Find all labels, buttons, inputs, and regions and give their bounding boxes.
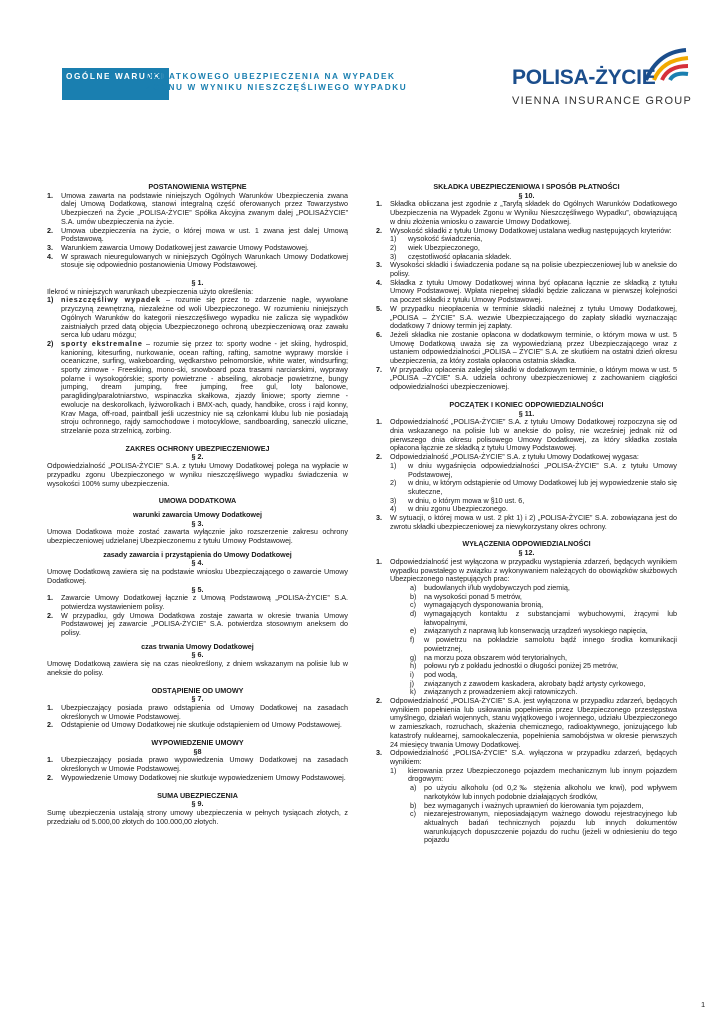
paragraph-number: § 9. — [191, 799, 204, 809]
page-number: 1 — [701, 1000, 706, 1009]
paragraph-number: § 1. — [191, 278, 204, 288]
sub-item: g) na morzu poza obszarem wód terytorialnych, — [410, 652, 568, 662]
paragraph-text: Ilekroć w niniejszych warunkach ubezpieczenia użyto określenia: — [47, 286, 254, 296]
header-title — [146, 71, 407, 93]
sub-item: 1) wysokość świadczenia, — [390, 234, 483, 244]
paragraph-number: § 5. — [191, 584, 204, 594]
list-item: 2. Odpowiedzialność „POLISA-ŻYCIE” S.A. z tytułu Umowy Dodatkowej wygasa: — [376, 452, 639, 462]
list-item: 7. W przypadku opłacenia zaległej składki w dodatkowym terminie, o którym mowa w ust. 5 „POLISA –ŻYCIE” S.A. udziela ochrony ubezpieczeniowej z zachowaniem ciągłości odpowiedzialności ubezpieczeniowej. — [376, 364, 677, 392]
list-item: 2. Odstąpienie od Umowy Dodatkowej nie skutkuje odstąpieniem od Umowy Podstawowej. — [47, 720, 342, 730]
sub-item: 1) kierowania przez Ubezpieczonego pojazdem mechanicznym lub innym pojazdem drogowym: — [390, 765, 677, 784]
list-item: 1. Ubezpieczający posiada prawo wypowiedzenia Umowy Dodatkowej na zasadach określonych w Umowie Podstawowej. — [47, 755, 348, 774]
list-item: 2. W przypadku, gdy Umowa Dodatkowa zostaje zawarta w okresie trwania Umowy Podstawowej jej zawarcie „POLISA-ŻYCIE” S.A. potwierdza stosownym aneksem do polisy. — [47, 610, 348, 638]
sub-item: 2) w dniu, w którym odstąpienie od Umowy Dodatkowej lub jej wypowiedzenie stało się skuteczne, — [390, 478, 677, 496]
section-title: POCZĄTEK I KONIEC ODPOWIEDZIALNOŚCI — [449, 399, 604, 409]
logo-subtitle: VIENNA INSURANCE GROUP — [512, 95, 693, 107]
section-title: SKŁADKA UBEZPIECZENIOWA I SPOSÓB PŁATNOŚCI — [433, 182, 620, 191]
list-item: 1. Umowa zawarta na podstawie niniejszych Ogólnych Warunków Ubezpieczenia zwana dalej Umową Dodatkową, stanowi integralną część oferowanych przez Towarzystwo Ubezpieczeń na Życie „POLISA-ŻYCIE” Spółka Akcyjna zwanym dalej „POLISAŻYCIE” S.A. umów ubezpieczenia na życie. — [47, 190, 348, 226]
sub-item: 2) wiek Ubezpieczonego, — [390, 242, 480, 252]
list-item: 2. Wypowiedzenie Umowy Dodatkowej nie skutkuje wypowiedzeniem Umowy Podstawowej. — [47, 772, 346, 782]
sub-item: a) budowlanych i/lub wydobywczych pod ziemią, — [410, 582, 570, 592]
subsection-title: czas trwania Umowy Dodatkowej — [141, 641, 254, 651]
list-item: 1. Odpowiedzialność jest wyłączona w przypadku wystąpienia zdarzeń, będących wynikiem wypadku powstałego w związku z wykonywaniem należących do obowiązków służbowych Ubezpieczonego następujących prac: — [376, 556, 677, 584]
header-label: OGÓLNE WARUNKI — [66, 72, 166, 81]
sub-item: d) wymagających kontaktu z substancjami wybuchowymi, żrącymi lub łatwopalnymi, — [410, 609, 677, 627]
list-item: 2. Umowa ubezpieczenia na życie, o której mowa w ust. 1 zwana jest dalej Umową Podstawową. — [47, 225, 348, 244]
section-title: POSTANOWIENIA WSTĘPNE — [148, 182, 247, 191]
sub-item: c) wymagających dysponowania bronią, — [410, 600, 544, 610]
sub-item: h) połowu ryb z pokładu jednostki o długości poniżej 25 metrów, — [410, 661, 619, 671]
sub-item: 3) w dniu, o którym mowa w §10 ust. 6, — [390, 495, 525, 505]
paragraph-number: § 2. — [191, 452, 204, 462]
list-item: 3. Wysokości składki i świadczenia podane są na polisie ubezpieczeniowej lub w aneksie do polisy. — [376, 260, 677, 279]
logo-name: POLISA-ŻYCIE — [512, 66, 656, 89]
list-item: 4. Składka z tytułu Umowy Dodatkowej winna być opłacana łącznie ze składką z tytułu Umowy Podstawowej. Wpłata niepełnej składki będzie zaliczana w pierwszej kolejności na poczet składki z tytułu Umowy Podstawowej. — [376, 277, 677, 305]
list-item: 1. Zawarcie Umowy Dodatkowej łącznie z Umową Podstawową „POLISA-ŻYCIE” S.A. potwierdza wystawieniem polisy. — [47, 593, 348, 611]
paragraph-number: § 12. — [518, 548, 535, 558]
list-item: 2. Wysokość składki z tytułu Umowy Dodatkowej ustalana według następujących kryteriów: — [376, 225, 672, 235]
list-item: 6. Jeżeli składka nie zostanie opłacona w dodatkowym terminie, o którym mowa w ust. 5 Umowę Dodatkową uważa się za wypowiedzianą przez Ubezpieczającego wraz z ustaniem odpowiedzialności „POLISA – ŻYCIE” S.A. ze skutkiem na ostatni dzień okresu ubezpieczenia, za który została opłacona ostatnia składka. — [376, 329, 677, 366]
sub-item: e) związanych z naprawą lub konserwacją urządzeń wysokiego napięcia, — [410, 626, 648, 636]
paragraph-number: § 6. — [191, 650, 204, 660]
paragraph-text: Umowę Dodatkową zawiera się na podstawie wniosku Ubezpieczającego o zawarcie Umowy Dodatkowej. — [47, 567, 348, 585]
header-title-line2: ZGONU W WYNIKU NIESZCZĘŚLIWEGO WYPADKU — [146, 83, 408, 92]
section-title: WYŁĄCZENIA ODPOWIEDZIALNOŚCI — [462, 539, 591, 549]
sub-item: a) po użyciu alkoholu (od 0,2‰ stężenia alkoholu we krwi), pod wpływem narkotyków lub innych podobnie działających środków, — [410, 783, 677, 801]
definition-term: nieszczęśliwy wypadek — [61, 295, 161, 305]
header-title-line1: DODATKOWEGO UBEZPIECZENIA NA WYPADEK — [146, 72, 396, 81]
paragraph-text: Umowę Dodatkową zawiera się na czas nieokreślony, z dniem wskazanym na polisie lub w aneksie do polisy. — [47, 659, 348, 677]
section-title: UMOWA DODATKOWA — [158, 496, 237, 506]
list-item: 4. W sprawach nieuregulowanych w niniejszych Ogólnych Warunkach Umowy Dodatkowej stosuje się odpowiednio postanowienia Umowy Podstawowej. — [47, 251, 348, 270]
sub-item: i) pod wodą, — [410, 669, 458, 679]
section-title: WYPOWIEDZENIE UMOWY — [151, 738, 244, 748]
section-title: ODSTĄPIENIE OD UMOWY — [151, 685, 244, 695]
subsection-title: zasady zawarcia i przystąpienia do Umowy Dodatkowej — [103, 549, 292, 559]
paragraph-text: Sumę ubezpieczenia ustalają strony umowy ubezpieczenia w pełnych tysiącach złotych, z przedziału od 5.000,00 złotych do 100.000,00 złotych. — [47, 808, 348, 826]
paragraph-text: Umowa Dodatkowa może zostać zawarta wyłącznie jako rozszerzenie zakresu ochrony ubezpieczeniowej udzielanej Ubezpieczonemu z tytułu Umowy Podstawowej. — [47, 527, 348, 546]
sub-item: b) bez wymaganych i ważnych uprawnień do kierowania tym pojazdem, — [410, 800, 644, 810]
section-title: SUMA UBEZPIECZENIA — [157, 790, 238, 800]
list-item: 1. Odpowiedzialność „POLISA-ŻYCIE” S.A. z tytułu Umowy Dodatkowej rozpoczyna się od dnia wskazanego na polisie lub w aneksie do polisy, nie wcześniej jednak niż od pierwszego dnia okresu polisowego Umowy Dodatkowej, za który składka została opłacona łącznie ze składką z tytułu Umowy Podstawowej. — [376, 417, 677, 453]
list-item: 1. Ubezpieczający posiada prawo odstąpienia od Umowy Dodatkowej na zasadach określonych w Umowie Podstawowej. — [47, 702, 348, 721]
right-column — [376, 183, 677, 845]
paragraph-number: §8 — [193, 746, 202, 756]
list-item: 3. W sytuacji, o której mowa w ust. 2 pkt 1) i 2) „POLISA-ŻYCIE” S.A. zobowiązana jest do zwrotu składki ubezpieczeniowej za niewykorzystany okres ochrony. — [376, 513, 677, 531]
left-column — [47, 183, 348, 826]
list-item: 5. W przypadku nieopłacenia w terminie składki należnej z tytułu Umowy Dodatkowej, „POLISA – ŻYCIE” S.A. wezwie Ubezpieczającego do zapłaty składki wyznaczając dodatkowy 7 dniowy termin jej zapłaty. — [376, 303, 677, 331]
sub-item: j) związanych z zawodem kaskadera, akrobaty bądź artysty cyrkowego, — [410, 678, 646, 688]
list-item: 3. Odpowiedzialność „POLISA-ŻYCIE” S.A. wyłączona w przypadku zdarzeń, będących wynikiem: — [376, 748, 677, 766]
list-item: 3. Warunkiem zawarcia Umowy Dodatkowej jest zawarcie Umowy Podstawowej. — [47, 242, 309, 252]
sub-item: k) związanych z prowadzeniem akcji ratowniczych. — [410, 687, 578, 697]
company-logo — [512, 48, 693, 108]
subsection-title: warunki zawarcia Umowy Dodatkowej — [132, 509, 262, 519]
list-item: 1. Składka obliczana jest zgodnie z „Taryfą składek do Ogólnych Warunków Dodatkowego Ubezpieczenia na Wypadek Zgonu w Wyniku Nieszczęśliwego Wypadku”, obowiązującą w dniu złożenia wniosku o zawarcie Umowy Dodatkowej. — [376, 199, 677, 226]
definition-term: sporty ekstremalne — [61, 338, 143, 348]
sub-item: b) na wysokości ponad 5 metrów, — [410, 591, 522, 601]
definition-item: 2) sporty ekstremalne – rozumie się przez to: sporty wodne - jet skiing, hydrospid, kanioning, kitesurfing, nurkowanie, ocean rafting, rafting, samotne wyprawy morskie i oceaniczne, surfing, wakeboarding, wędkarstwo pełnomorskie, white water, windsurfing; sporty zimowe - Freeskiing, mono-ski, snowboard poza trasami narciarskimi, wyprawy polarne i wysokogórskie; sporty powietrzne - abseiling, akrobacje powietrzne, bungy jumping, dream jumping, free jumping, free gul, loty balonowe, paragliding/paralotniarstwo, wspinaczka skałkowa, zjazdy liniowe; sporty ziemne - ewolucje na deskorolkach, łyżworolkach i BMX-ach, quady, handbike, cross i rajd konny, Krav Maga, off-road, paintball jeśli uczestnicy nie są członkami klubu lub nie posiadają stroju ochronnego, rajdy samochodowe i motocyklowe, sandboarding, saneczki uliczne, strzelanie poza strzelnicą, zorbing. — [47, 338, 348, 435]
sub-item: 1) w dniu wygaśnięcia odpowiedzialności „POLISA-ŻYCIE” S.A. z tytułu Umowy Podstawowej, — [390, 460, 677, 479]
list-item: 2. Odpowiedzialność „POLISA-ŻYCIE” S.A. jest wyłączona w przypadku zdarzeń, będących wynikiem popełnienia lub usiłowania popełnienia przez Ubezpieczonego przestępstwa umyślnego, działań wojennych, stanu wyjątkowego i wojennego, udziału Ubezpieczonego w zamieszkach, rozruchach, skażenia chemicznego, radioaktywnego, jonizującego lub katastrofy nuklearnej, samookaleczenia, popełnienia samobójstwa w okresie pierwszych 24 miesięcy trwania Umowy Dodatkowej. — [376, 696, 677, 749]
sub-item: f) w powietrzu na pokładzie samolotu bądź innego środka komunikacji powietrznej, — [410, 635, 677, 653]
paragraph-number: § 7. — [191, 694, 204, 704]
sub-item: c) niezarejestrowanym, nieposiadającym ważnego dowodu rejestracyjnego lub aktualnych badań technicznych pojazdu lub innych dokumentów warunkujących dopuszczenie pojazdu do ruchu (jeżeli w odniesieniu do tego pojazdu — [410, 809, 677, 845]
definition-item: 1) nieszczęśliwy wypadek – rozumie się przez to zdarzenie nagłe, wywołane przyczyną zewnętrzną, niezależne od woli Ubezpieczonego. W rozumieniu niniejszych Ogólnych Warunków do kategorii nieszczęśliwego wypadku nie zalicza się wypadków zaistniałych przed datą objęcia Ubezpieczonego ochroną ubezpieczeniową oraz zawału serca lub udaru mózgu; — [47, 295, 348, 340]
paragraph-number: § 3. — [191, 518, 204, 528]
paragraph-number: § 10. — [518, 190, 535, 200]
sub-item: 3) częstotliwość opłacania składek. — [390, 251, 512, 261]
paragraph-text: Odpowiedzialność „POLISA-ŻYCIE” S.A. z tytułu Umowy Dodatkowej polega na wypłacie w przypadku zgonu Ubezpieczonego w wyniku nieszczęśliwego wypadku świadczenia w wysokości 100% sumy ubezpieczenia. — [47, 461, 348, 488]
paragraph-number: § 11. — [518, 408, 535, 418]
paragraph-number: § 4. — [191, 558, 204, 568]
section-title: ZAKRES OCHRONY UBEZPIECZENIOWEJ — [125, 443, 270, 453]
sub-item: 4) w dniu zgonu Ubezpieczonego. — [390, 504, 508, 514]
